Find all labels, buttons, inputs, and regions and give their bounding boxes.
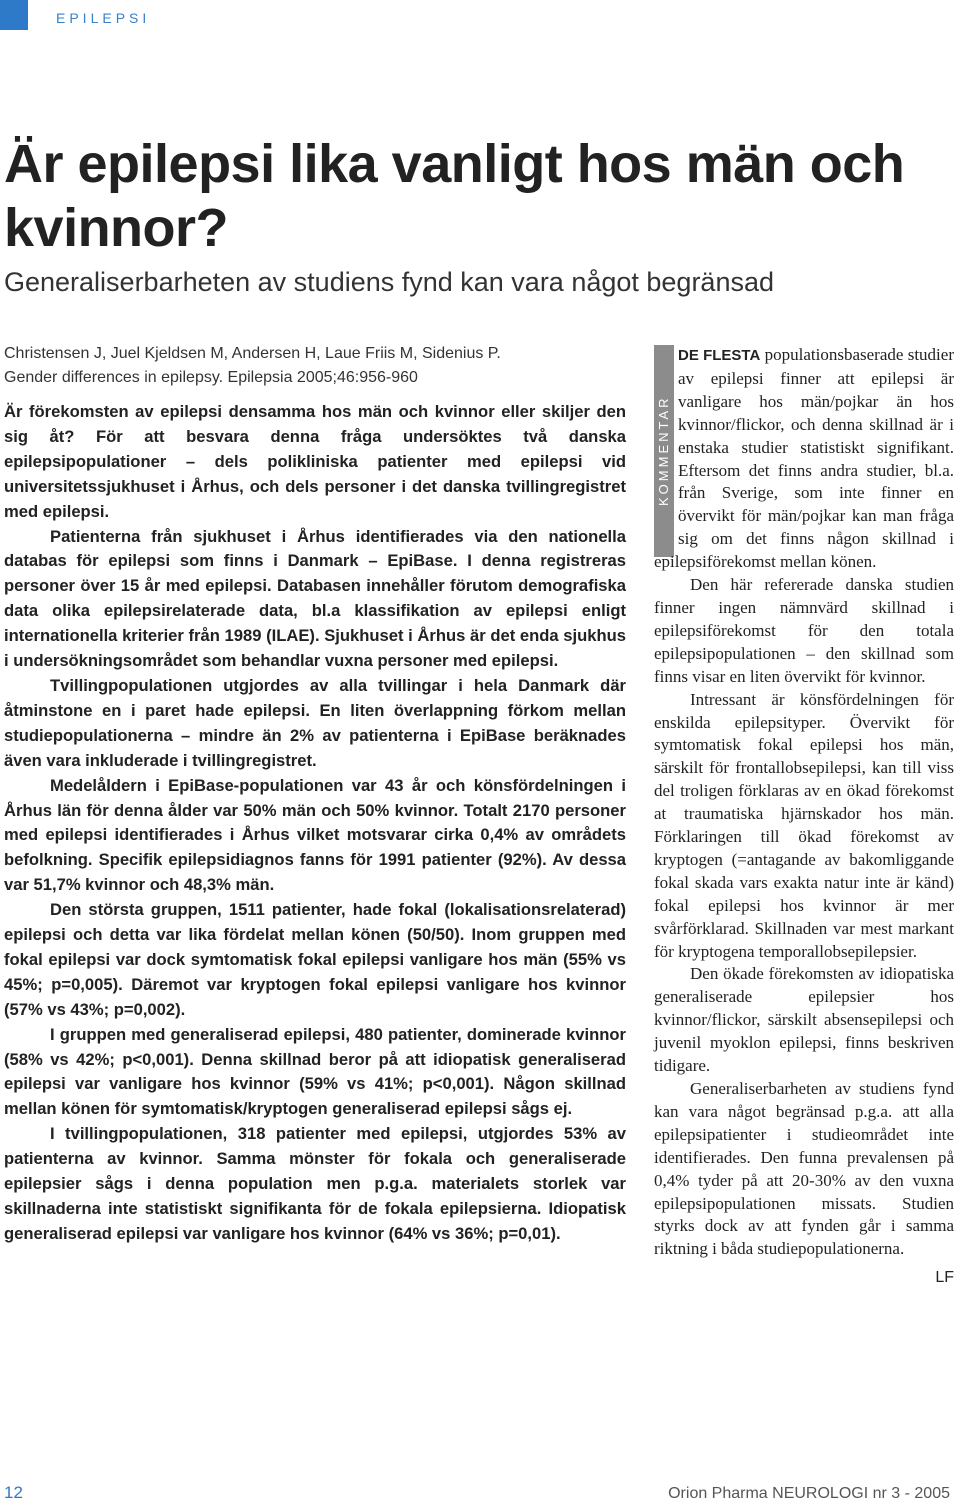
article-subtitle: Generaliserbarheten av studiens fynd kan vara något begränsad — [4, 267, 775, 297]
citation — [4, 342, 626, 390]
comment-label: KOMMENTAR — [656, 395, 671, 507]
comment-paragraph: Generaliserbarheten av studiens fynd kan vara något begränsad p.g.a. att alla epilepsipatienter i studieområdet inte identifierades. Den funna prevalensen på 0,4% tyder på att 20-30% av den vuxna epilepsipopulationen missats. Studien styrks dock av att fynden går i samma riktning i båda studiepopulationerna. — [654, 1079, 954, 1259]
paragraph: I gruppen med generaliserad epilepsi, 480 patienter, dominerade kvinnor (58% vs 42%; p<0,001). Denna skillnad beror på att idiopatisk generaliserad epilepsi var vanligare hos kvinnor (59% vs 41%; p<0,001). Någon skillnad mellan könen för symtomatisk/kryptogen generaliserad epilepsi sågs ej. — [4, 1024, 626, 1119]
comment-signature: LF — [935, 1269, 954, 1287]
paragraph: Den största gruppen, 1511 patienter, hade fokal (lokalisationsrelaterad) epilepsi och detta var lika fördelat mellan könen (50/50). Inom gruppen med fokal epilepsi var dock symtomatisk fokal epilepsi vanligare hos män (55% vs 45%; p=0,005). Däremot var kryptogen fokal epilepsi vanligare hos kvinnor (57% vs 43%; p=0,002). — [4, 900, 626, 1019]
page-number: 12 — [4, 1483, 23, 1502]
paragraph: Medelåldern i EpiBase-populationen var 43 år och könsfördelningen i Århus län för denna ålder var 50% män och 50% kvinnor. Totalt 2170 personer med epilepsi identifierades i Århus vilket motsvarar cirka 0,4% av områdets befolkning. Specifik epilepsidiagnos fanns för 1991 patienter (92%). Av dessa var 51,7% kvinnor och 48,3% män. — [4, 775, 626, 895]
paragraph: Patienterna från sjukhuset i Århus identifierades via den nationella databas för epilepsi som finns i Danmark – EpiBase. I denna registreras personer över 15 år med epilepsi. Databasen innehåller förutom demografiska data olika epilepsirelaterade data, bl.a klassifikation av epilepsi enligt internationella kriterier från 1989 (ILAE). Sjukhuset i Århus är det enda sjukhus i undersökningsområdet som behandlar vuxna personer med epilepsi. — [4, 526, 626, 671]
comment-paragraph: Den ökade förekomsten av idiopatiska generaliserade epilepsier hos kvinnor/flickor, särskilt absensepilepsi och juvenil myoklon epilepsi, finns beskriven tidigare. — [654, 964, 954, 1076]
comment-first-text: populationsbaserade studier av epilepsi finner att epilepsi är vanligare hos män/pojkar än hos kvinnor/flickor, och denna skillnad är i enstaka studier statistiskt signifikant. Eftersom det finns andra studier, bl.a. från Sverige, som inte finner en övervikt för män/pojkar kan man fråga sig om det finns någon skillnad i epilepsiförekomst mellan könen. — [654, 345, 954, 572]
journal-name: Orion Pharma NEUROLOGI nr 3 - 2005 — [668, 1485, 950, 1502]
label-spacer — [654, 344, 678, 549]
citation-reference: Gender differences in epilepsy. Epilepsia 2005;46:956-960 — [4, 369, 418, 386]
comment-column — [654, 344, 954, 1287]
comment-paragraph — [654, 344, 954, 574]
article-body — [4, 342, 626, 1247]
comment-lead: DE FLESTA — [678, 347, 761, 364]
paragraph: Är förekomsten av epilepsi densamma hos män och kvinnor eller skiljer den sig åt? För att besvara denna fråga undersöktes två danska epilepsipopulationer – dels polikliniska patienter med epilepsi vid universitetssjukhuset i Århus, och dels personer i det danska tvillingregistret med epilepsi. — [4, 402, 626, 521]
section-marker — [0, 0, 28, 30]
paragraph: I tvillingpopulationen, 318 patienter med epilepsi, utgjordes 53% av patienterna av kvinnor. Samma mönster för fokala och generaliserade epilepsier sågs i denna population men p.g.a. materialets storlek var skillnaderna inte statistiskt signifikanta för de fokala epilepsierna. Idiopatisk generaliserad epilepsi var vanligare hos kvinnor (64% vs 36%; p=0,01). — [4, 1124, 626, 1243]
citation-authors: Christensen J, Juel Kjeldsen M, Andersen H, Laue Friis M, Sidenius P. — [4, 345, 501, 362]
article-title: Är epilepsi lika vanligt hos män och kvinnor? — [4, 134, 905, 258]
comment-paragraph: Intressant är könsfördelningen för enskilda epilepsityper. Övervikt för symtomatisk fokal epilepsi hos män, särskilt för frontallobsepilepsi, kan till viss del troligen förklaras av en ökad förekomst at traumatiska hjärnskador hos män. Förklaringen till ökad förekomst av kryptogen (=antagande av bakomliggande fokal skada vars exakta natur inte är känd) fokal epilepsi hos kvinnor är mer svårförklarad. Skillnaden var mest markant för kryptogena temporallobsepilepsier. — [654, 689, 954, 961]
section-label: EPILEPSI — [56, 10, 151, 26]
comment-paragraph: Den här refererade danska studien finner ingen nämnvärd skillnad i epilepsiförekomst för den totala epilepsipopulationen – den skillnad som finns visar en liten övervikt för kvinnor. — [654, 575, 954, 686]
paragraph: Tvillingpopulationen utgjordes av alla tvillingar i hela Danmark där åtminstone en i paret hade epilepsi. En liten överlappning förkom mellan studiepopulationerna – mindre än 2% av patienterna i EpiBase beräknades även vara inkluderade i tvillingregistret. — [4, 675, 626, 770]
body-text — [4, 400, 626, 1247]
